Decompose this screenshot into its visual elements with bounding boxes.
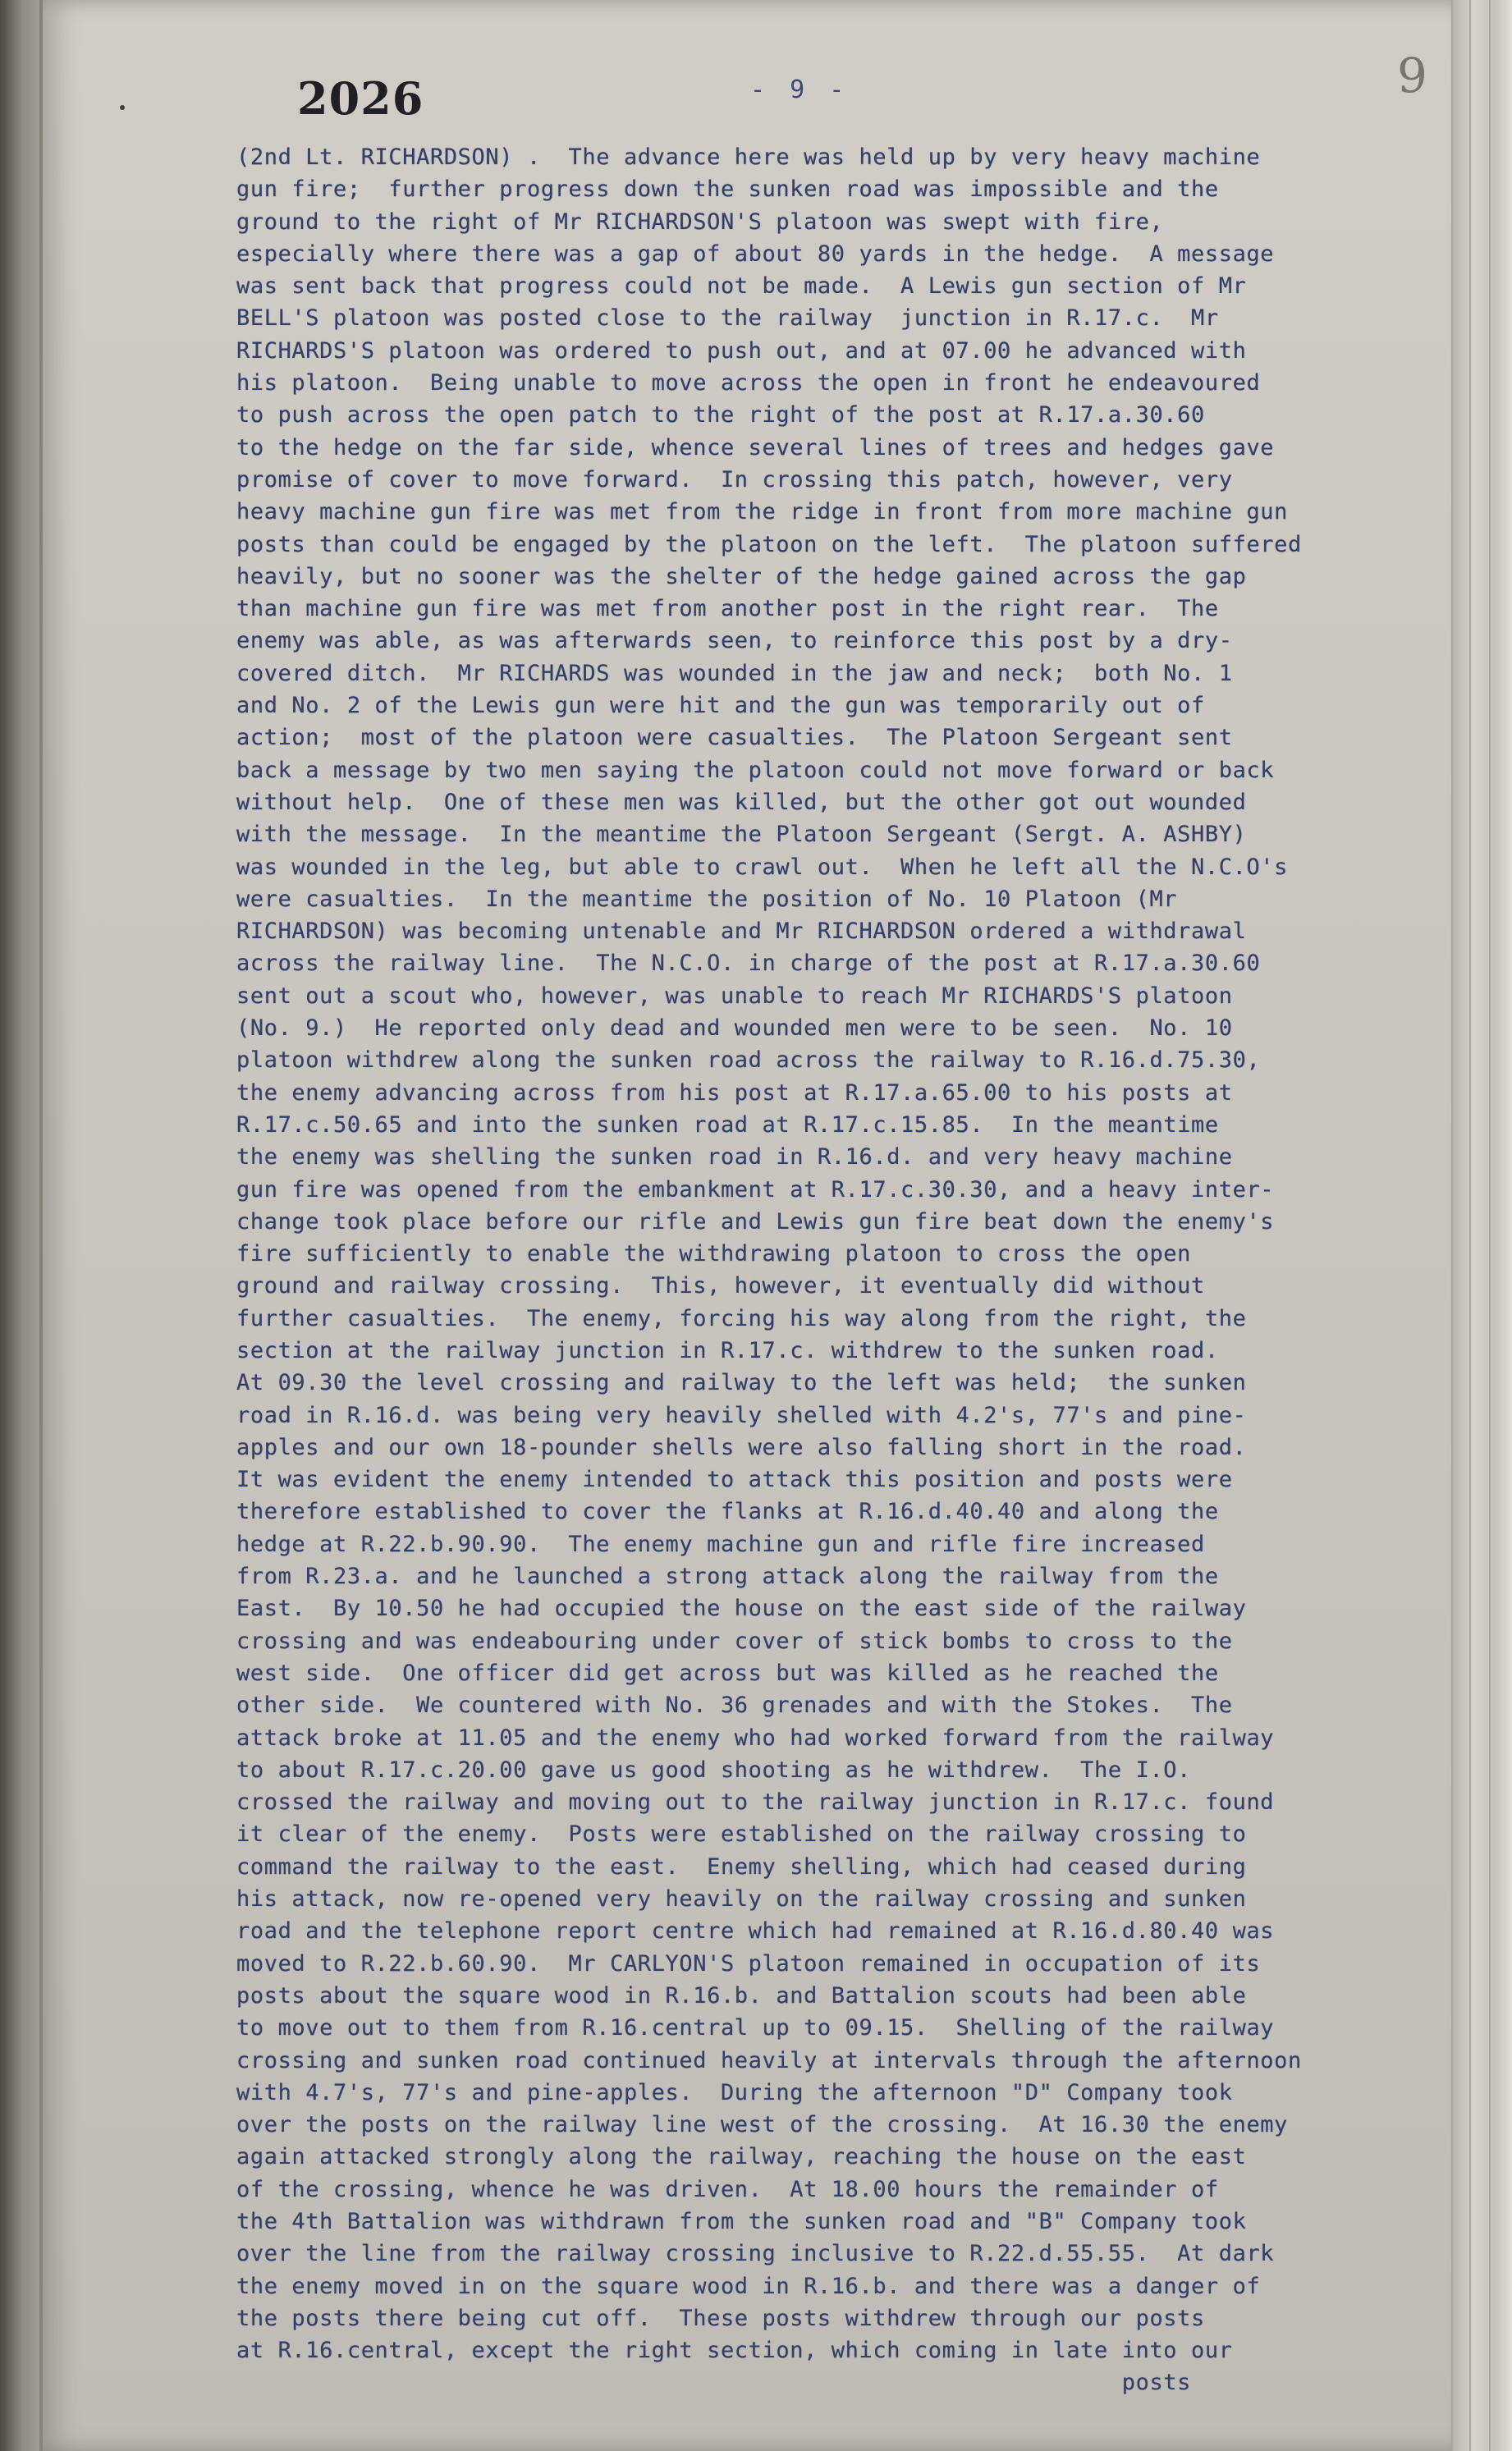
text-line: was sent back that progress could not be made. A Lewis gun section of Mr <box>236 273 1247 300</box>
text-line: heavily, but no sooner was the shelter of the hedge gained across the gap <box>236 563 1247 589</box>
text-line: than machine gun fire was met from another post in the right rear. The <box>236 596 1219 622</box>
text-line: change took place before our rifle and Lewis gun fire beat down the enemy's <box>236 1208 1275 1235</box>
text-line: again attacked strongly along the railway, reaching the house on the east <box>236 2144 1247 2170</box>
text-line: his attack, now re-opened very heavily on the railway crossing and sunken <box>236 1886 1247 1913</box>
typed-body-text <box>236 141 1443 2399</box>
stacked-page-edges <box>1451 0 1512 2451</box>
text-line: road and the telephone report centre which had remained at R.16.d.80.40 was <box>236 1918 1275 1945</box>
text-line: R.17.c.50.65 and into the sunken road at R.17.c.15.85. In the meantime <box>236 1111 1219 1138</box>
text-line: covered ditch. Mr RICHARDS was wounded in the jaw and neck; both No. 1 <box>236 660 1233 686</box>
text-line: posts than could be engaged by the platoon on the left. The platoon suffered <box>236 531 1302 557</box>
text-line: hedge at R.22.b.90.90. The enemy machine gun and rifle fire increased <box>236 1531 1205 1557</box>
text-line: RICHARDSON) was becoming untenable and Mr RICHARDSON ordered a withdrawal <box>236 919 1247 945</box>
text-line: over the posts on the railway line west of the crossing. At 16.30 the enemy <box>236 2112 1289 2138</box>
document-number: 2026 <box>297 72 424 125</box>
text-line: the posts there being cut off. These posts withdrew through our posts <box>236 2305 1205 2331</box>
text-line: fire sufficiently to enable the withdrawing platoon to cross the open <box>236 1241 1192 1267</box>
text-line: the enemy moved in on the square wood in R.16.b. and there was a danger of <box>236 2273 1261 2299</box>
text-line: without help. One of these men was killed, but the other got out wounded <box>236 789 1247 815</box>
text-line: and No. 2 of the Lewis gun were hit and the gun was temporarily out of <box>236 693 1205 719</box>
text-line: It was evident the enemy intended to attack this position and posts were <box>236 1467 1233 1493</box>
text-line: (2nd Lt. RICHARDSON) . The advance here was held up by very heavy machine <box>236 144 1261 170</box>
page-number: - 9 - <box>750 76 850 104</box>
text-line: over the line from the railway crossing inclusive to R.22.d.55.55. At dark <box>236 2241 1275 2267</box>
binder-spine <box>0 0 39 2451</box>
text-line: of the crossing, whence he was driven. At 18.00 hours the remainder of <box>236 2176 1219 2202</box>
text-line: it clear of the enemy. Posts were established on the railway crossing to <box>236 1821 1247 1848</box>
text-line: apples and our own 18-pounder shells were also falling short in the road. <box>236 1434 1247 1460</box>
text-line: further casualties. The enemy, forcing his way along from the right, the <box>236 1305 1247 1331</box>
text-line: were casualties. In the meantime the position of No. 10 Platoon (Mr <box>236 886 1178 912</box>
text-line: was wounded in the leg, but able to crawl out. When he left all the N.C.O's <box>236 854 1289 880</box>
text-line: platoon withdrew along the sunken road across the railway to R.16.d.75.30, <box>236 1047 1261 1074</box>
text-line: the 4th Battalion was withdrawn from the sunken road and "B" Company took <box>236 2209 1247 2234</box>
margin-mark <box>120 105 125 110</box>
text-line: ground and railway crossing. This, however, it eventually did without <box>236 1273 1205 1299</box>
text-line: across the railway line. The N.C.O. in charge of the post at R.17.a.30.60 <box>236 951 1261 977</box>
text-line: the enemy advancing across from his post at R.17.a.65.00 to his posts at <box>236 1079 1233 1106</box>
text-line: heavy machine gun fire was met from the ridge in front from more machine gun <box>236 499 1289 525</box>
text-line: his platoon. Being unable to move across the open in front he endeavoured <box>236 370 1261 396</box>
text-line: command the railway to the east. Enemy shelling, which had ceased during <box>236 1853 1247 1880</box>
text-line: with 4.7's, 77's and pine-apples. During the afternoon "D" Company took <box>236 2079 1233 2105</box>
text-line: therefore established to cover the flanks at R.16.d.40.40 and along the <box>236 1499 1219 1525</box>
text-line: with the message. In the meantime the Platoon Sergeant (Sergt. A. ASHBY) <box>236 822 1247 848</box>
text-line: to move out to them from R.16.central up to 09.15. Shelling of the railway <box>236 2015 1275 2041</box>
text-line: to the hedge on the far side, whence several lines of trees and hedges gave <box>236 434 1275 460</box>
text-line: crossing and was endeabouring under cover of stick bombs to cross to the <box>236 1628 1233 1654</box>
text-line: to push across the open patch to the right of the post at R.17.a.30.60 <box>236 402 1205 428</box>
text-line: section at the railway junction in R.17.c. withdrew to the sunken road. <box>236 1337 1219 1363</box>
text-line: RICHARDS'S platoon was ordered to push out, and at 07.00 he advanced with <box>236 337 1247 364</box>
text-line: at R.16.central, except the right section, which coming in late into our <box>236 2338 1233 2364</box>
text-line: posts about the square wood in R.16.b. and Battalion scouts had been able <box>236 1982 1247 2009</box>
page-edge-line <box>1469 0 1471 2451</box>
text-line: gun fire was opened from the embankment at R.17.c.30.30, and a heavy inter- <box>236 1176 1275 1203</box>
text-line: to about R.17.c.20.00 gave us good shooting as he withdrew. The I.O. <box>236 1757 1192 1783</box>
text-line: other side. We countered with No. 36 grenades and with the Stokes. The <box>236 1693 1233 1719</box>
text-line: sent out a scout who, however, was unable to reach Mr RICHARDS'S platoon <box>236 983 1233 1009</box>
text-line: enemy was able, as was afterwards seen, to reinforce this post by a dry- <box>236 628 1233 654</box>
text-line: moved to R.22.b.60.90. Mr CARLYON'S platoon remained in occupation of its <box>236 1950 1261 1977</box>
text-line: the enemy was shelling the sunken road in R.16.d. and very heavy machine <box>236 1144 1233 1171</box>
text-line: East. By 10.50 he had occupied the house on the east side of the railway <box>236 1596 1247 1622</box>
corner-page-number: 9 <box>1397 48 1427 103</box>
text-line: attack broke at 11.05 and the enemy who had worked forward from the railway <box>236 1725 1275 1751</box>
text-line: back a message by two men saying the platoon could not move forward or back <box>236 757 1275 783</box>
text-line: crossing and sunken road continued heavily at intervals through the afternoon <box>236 2047 1302 2073</box>
text-line: (No. 9.) He reported only dead and wounded men were to be seen. No. 10 <box>236 1015 1233 1042</box>
text-line: BELL'S platoon was posted close to the railway junction in R.17.c. Mr <box>236 305 1219 332</box>
text-line: especially where there was a gap of about 80 yards in the hedge. A message <box>236 241 1275 267</box>
text-line: promise of cover to move forward. In crossing this patch, however, very <box>236 466 1233 492</box>
text-line: crossed the railway and moving out to the railway junction in R.17.c. found <box>236 1789 1275 1816</box>
text-line: gun fire; further progress down the sunken road was impossible and the <box>236 176 1219 203</box>
text-line: posts <box>236 2370 1192 2396</box>
text-line: road in R.16.d. was being very heavily shelled with 4.2's, 77's and pine- <box>236 1402 1247 1428</box>
text-line: ground to the right of Mr RICHARDSON'S platoon was swept with fire, <box>236 208 1164 235</box>
text-line: from R.23.a. and he launched a strong attack along the railway from the <box>236 1564 1219 1590</box>
text-line: At 09.30 the level crossing and railway to the left was held; the sunken <box>236 1370 1247 1396</box>
page-edge-line <box>1489 0 1491 2451</box>
text-line: west side. One officer did get across but was killed as he reached the <box>236 1660 1219 1686</box>
text-line: action; most of the platoon were casualties. The Platoon Sergeant sent <box>236 725 1233 751</box>
